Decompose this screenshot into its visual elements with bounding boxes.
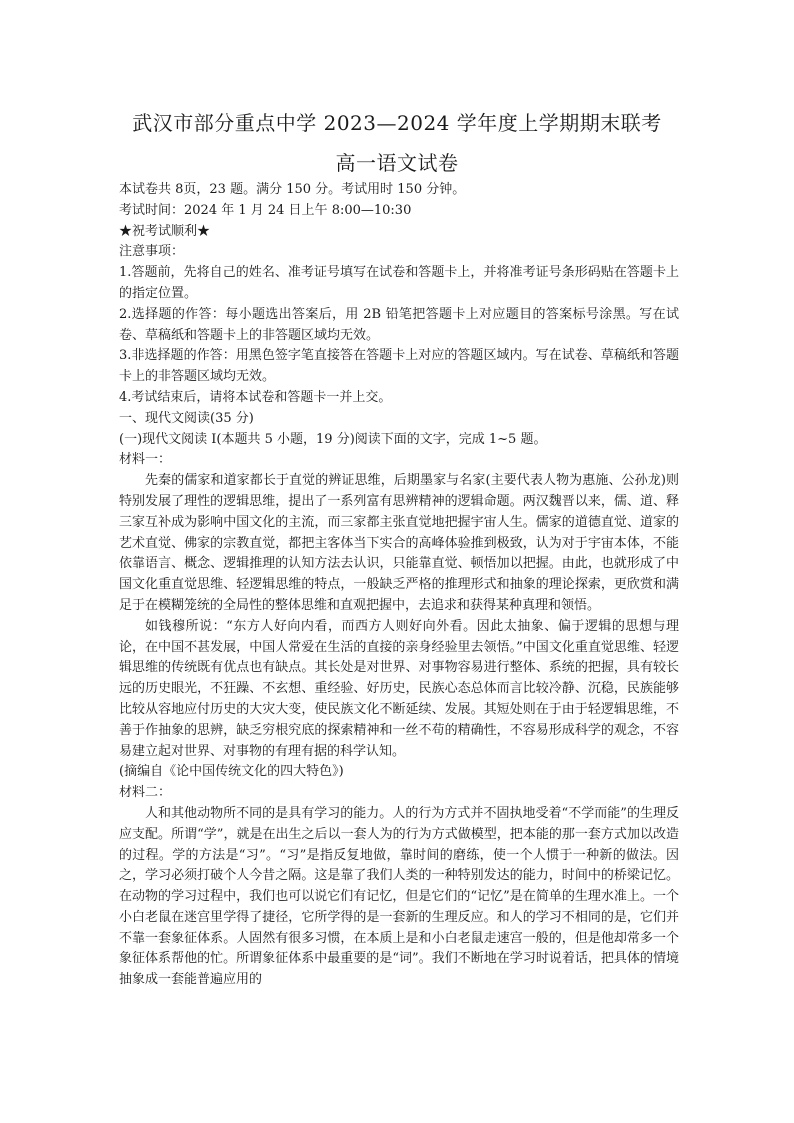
document-body	[119, 180, 679, 991]
material-label: 材料二：	[119, 785, 172, 801]
material-paragraph: 人和其他动物所不同的是具有学习的能力。人的行为方式并不固执地受着“不学而能”的生理反应支配。所谓“学”，就是在出生之后以一套人为的行为方式做模型，把本能的那一套方式加以改造的过程。学的方法是“习”。“习”是指反复地做，靠时间的磨练，使一个人惯于一种新的做法。因之，学习必须打破个人今昔之隔。这是靠了我们人类的一种特别发达的能力，时间中的桥梁记忆。在动物的学习过程中，我们也可以说它们有记忆，但是它们的“记忆”是在简单的生理水准上。一个小白老鼠在迷宫里学得了捷径，它所学得的是一套新的生理反应。和人的学习不相同的是，它们并不靠一套象征体系。人固然有很多习惯，在本质上是和小白老鼠走速宫一般的，但是他却常多一个象征体系帮他的忙。所谓象征体系中最重要的是“词”。我们不断地在学习时说着话，把具体的情境抽象成一套能普遍应用的	[119, 805, 679, 988]
notice-item: 2.选择题的作答：每小题选出答案后，用 2B 铅笔把答题卡上对应题目的答案标号涂黑。写在试卷、草稿纸和答题卡上的非答题区域均无效。	[119, 306, 679, 343]
exam-title: 武汉市部分重点中学 2023—2024 学年度上学期期末联考	[132, 111, 662, 135]
material-paragraph: 先秦的儒家和道家都长于直觉的辨证思维，后期墨家与名家(主要代表人物为惠施、公孙龙)则特别发展了理性的逻辑思维，提出了一系列富有思辨精神的逻辑命题。两汉魏晋以来，儒、道、释三家互补成为影响中国文化的主流，而三家都主张直觉地把握宇宙人生。儒家的道德直觉、道家的艺术直觉、佛家的宗教直觉，都把主客体当下实合的高峰体验推到极致，认为对于宇宙本体，不能依靠语言、概念、逻辑推理的认知方法去认识，只能靠直觉、顿悟加以把握。由此，也就形成了中国文化重直觉思维、轻逻辑思维的特点，一般缺乏严格的推理形式和抽象的理论探索，更欣赏和满足于在模糊笼统的全局性的整体思维和直观把握中，去追求和获得某种真理和领悟。	[119, 473, 679, 613]
material-label: 材料一：	[119, 452, 172, 468]
notice-item: 3.非选择题的作答：用黑色签字笔直接答在答题卡上对应的答题区域内。写在试卷、草稿纸和答题卡上的非答题区域均无效。	[119, 348, 679, 385]
wish-line: ★祝考试顺利★	[119, 223, 211, 239]
section-heading: 一、现代文阅读(35 分)	[119, 410, 254, 426]
material-source: (摘编自《论中国传统文化的四大特色》)	[119, 764, 344, 780]
exam-subtitle: 高一语文试卷	[335, 151, 459, 175]
exam-time: 考试时间：2024 年 1 月 24 日上午 8:00—10:30	[119, 202, 412, 218]
notice-item: 1.答题前，先将自己的姓名、准考证号填写在试卷和答题卡上，并将准考证号条形码贴在答题卡上的指定位置。	[119, 265, 679, 301]
section-subheading: (一)现代文阅读 I(本题共 5 小题，19 分)阅读下面的文字，完成 1~5 题。	[119, 431, 547, 447]
exam-info: 本试卷共 8页，23 题。满分 150 分。考试用时 150 分钟。	[119, 182, 466, 197]
material-paragraph: 如钱穆所说：“东方人好向内看，而西方人则好向外看。因此太抽象、偏于逻辑的思想与理论，在中国不甚发展，中国人常爱在生活的直接的亲身经验里去领悟。”中国文化重直觉思维、轻逻辑思维的传统既有优点也有缺点。其长处是对世界、对事物容易进行整体、系统的把握，具有较长远的历史眼光，不狂躁、不玄想、重经验、好历史，民族心态总体而言比较冷静、沉稳，民族能够比较从容地应付历史的大灾大变，使民族文化不断延续、发展。其短处则在于由于轻逻辑思维，不善于作抽象的思辨，缺乏穷根究底的探索精神和一丝不苟的精确性，不容易形成科学的观念，不容易建立起对世界、对事物的有理有据的科学认知。	[119, 618, 679, 759]
notice-title: 注意事项：	[119, 244, 185, 260]
notice-item: 4.考试结束后，请将本试卷和答题卡一并上交。	[119, 389, 392, 405]
